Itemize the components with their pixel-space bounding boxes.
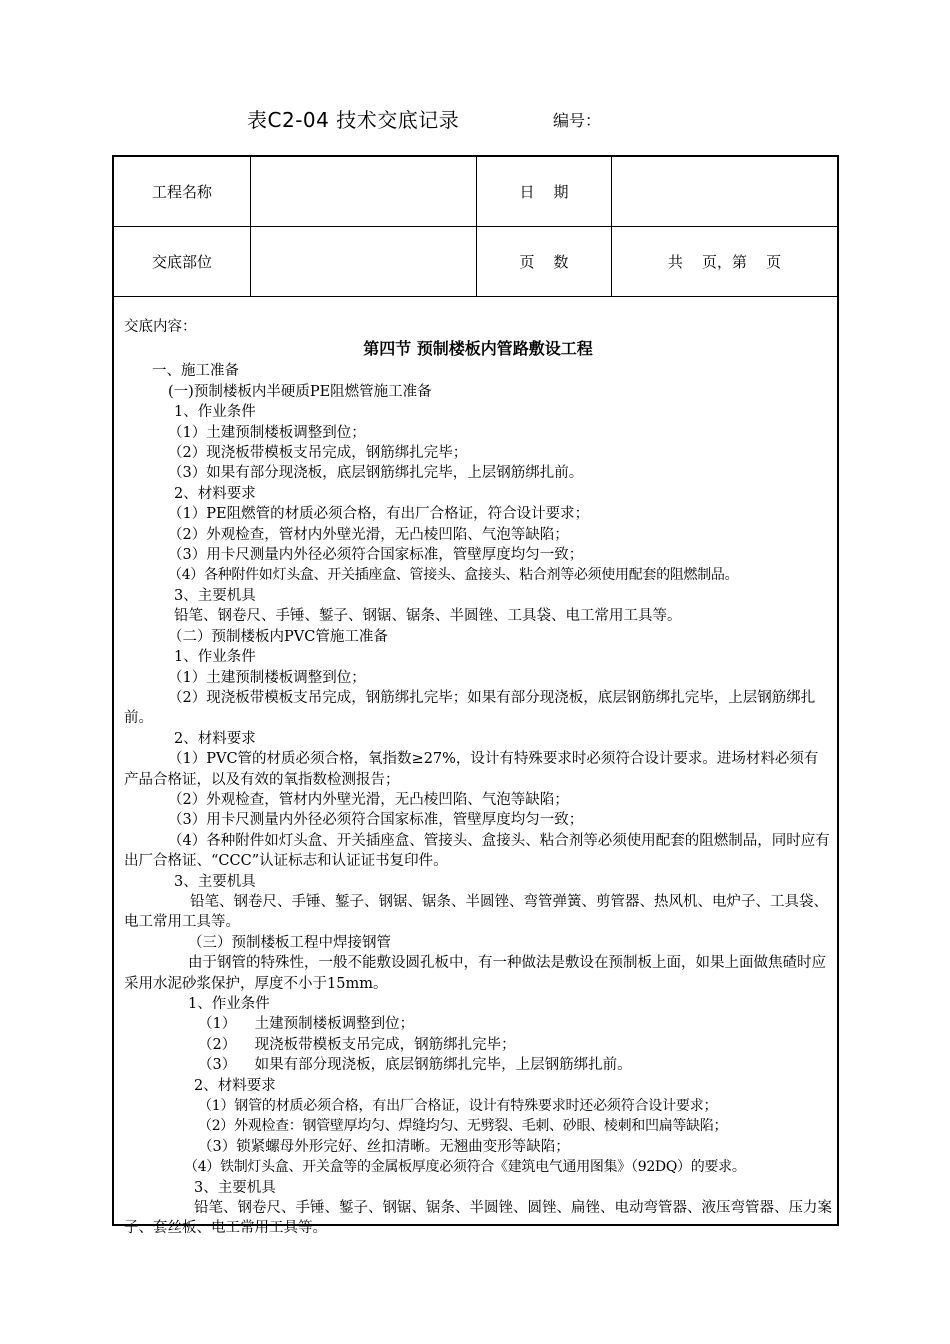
content-line: （2）外观检查：钢管壁厚均匀、焊缝均匀、无劈裂、毛刺、砂眼、棱刺和凹扁等缺陷；	[198, 1118, 728, 1135]
pages-value: 共 页，第 页	[667, 253, 782, 271]
content-line: （4）各种附件如灯头盒、开关插座盒、管接头、盒接头、粘合剂等必须使用配套的阻燃制品，同时应有出厂合格证、“CCC”认证标志和认证证书复印件。	[124, 832, 830, 870]
document-title: 表C2-04 技术交底记录	[247, 108, 460, 132]
content-line: （2）外观检查，管材内外壁光滑，无凸棱凹陷、气泡等缺陷；	[168, 791, 569, 808]
content-line: （4）铁制灯头盒、开关盒等的金属板厚度必须符合《建筑电气通用图集》（92DQ）的要求。	[184, 1159, 746, 1176]
subheading-line: （二）预制楼板内PVC管施工准备	[168, 628, 388, 645]
date-label: 日 期	[519, 183, 569, 201]
content-line: （4）各种附件如灯头盒、开关插座盒、管接头、盒接头、粘合剂等必须使用配套的阻燃制品。	[168, 567, 739, 584]
content-line: （2）现浇板带模板支吊完成，钢筋绑扎完毕；	[168, 445, 468, 462]
content-line: （3）用卡尺测量内外径必须符合国家标准，管壁厚度均匀一致；	[168, 812, 584, 829]
heading-line: 一、施工准备	[152, 363, 239, 380]
content-line: （3）锁紧螺母外形完好、丝扣清晰。无翘曲变形等缺陷；	[198, 1138, 570, 1155]
row-divider	[114, 296, 837, 297]
content-line: 1、作业条件	[174, 649, 256, 666]
content-line: 3、主要机具	[174, 873, 256, 890]
pages-label: 页 数	[519, 253, 569, 271]
content-line: 2、材料要求	[174, 730, 256, 747]
content-line: （2）外观检查，管材内外壁光滑，无凸棱凹陷、气泡等缺陷；	[168, 526, 569, 543]
content-line: （1）PE阻燃管的材质必须合格，有出厂合格证，符合设计要求；	[168, 506, 590, 523]
content-label: 交底内容：	[124, 319, 197, 335]
content-line: （3）用卡尺测量内外径必须符合国家标准，管壁厚度均匀一致；	[168, 547, 584, 564]
record-table	[112, 155, 839, 1237]
content-line: （1）土建预制楼板调整到位；	[168, 669, 366, 686]
content-line: 3、主要机具	[174, 587, 256, 604]
document-header	[0, 104, 950, 134]
content-line: 2、材料要求	[174, 485, 256, 502]
content-line: （1） 土建预制楼板调整到位；	[198, 1016, 415, 1033]
section-title: 第四节 预制楼板内管路敷设工程	[363, 339, 593, 359]
content-line: （2）现浇板带模板支吊完成，钢筋绑扎完毕；如果有部分现浇板，底层钢筋绑扎完毕，上层钢筋绑扎前。	[124, 689, 816, 727]
content-line: 1、作业条件	[174, 404, 256, 421]
date-value	[612, 157, 837, 226]
content-line: 铅笔、钢卷尺、手锤、錾子、钢锯、锯条、半圆锉、弯管弹簧、剪管器、热风机、电炉子、工具袋、电工常用工具等。	[124, 893, 828, 931]
location-value	[251, 227, 476, 296]
content-line: 3、主要机具	[194, 1179, 276, 1196]
project-name-value	[251, 157, 476, 226]
content-line: （3）如果有部分现浇板，底层钢筋绑扎完毕，上层钢筋绑扎前。	[168, 465, 584, 482]
content-line: （2） 现浇板带模板支吊完成，钢筋绑扎完毕；	[198, 1036, 516, 1053]
content-line: 2、材料要求	[194, 1077, 276, 1094]
content-line: 铅笔、钢卷尺、手锤、錾子、钢锯、锯条、半圆锉、圆锉、扁锉、电动弯管器、液压弯管器、压力案子、套丝板、电工常用工具等。	[124, 1200, 832, 1237]
location-label: 交底部位	[151, 253, 212, 271]
subheading-line: （三）预制楼板工程中焊接钢管	[188, 934, 391, 951]
content-line: 由于钢管的特殊性，一般不能敷设圆孔板中，有一种做法是敷设在预制板上面，如果上面做焦碴时应采用水泥砂浆保护，厚度不小于15mm。	[124, 955, 826, 992]
content-line: （3） 如果有部分现浇板，底层钢筋绑扎完毕，上层钢筋绑扎前。	[198, 1057, 632, 1074]
content-line: 1、作业条件	[188, 996, 270, 1012]
document-number-label: 编号：	[553, 111, 602, 130]
content-body	[124, 317, 832, 1239]
subheading-line: (一)预制楼板内半硬质PE阻燃管施工准备	[168, 383, 432, 400]
content-line: （1）钢管的材质必须合格，有出厂合格证，设计有特殊要求时还必须符合设计要求；	[198, 1098, 718, 1115]
content-line: （1）PVC管的材质必须合格，氧指数≥27%，设计有特殊要求时必须符合设计要求。进场材料必须有产品合格证，以及有效的氧指数检测报告；	[124, 751, 819, 788]
content-line: （1）土建预制楼板调整到位；	[168, 424, 366, 441]
project-name-label: 工程名称	[151, 183, 212, 201]
content-line: 铅笔、钢卷尺、手锤、錾子、钢锯、锯条、半圆锉、工具袋、电工常用工具等。	[174, 608, 682, 625]
